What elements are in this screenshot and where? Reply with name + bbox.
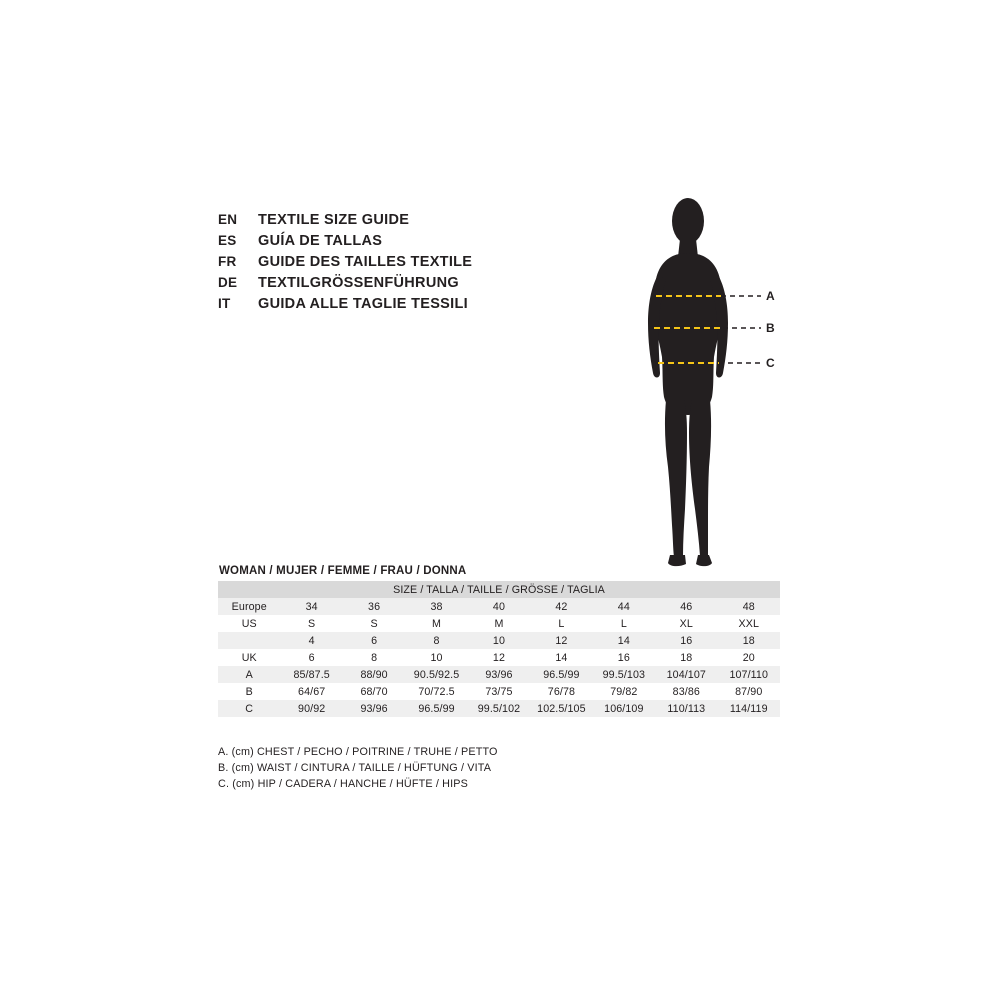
- table-cell: 93/96: [485, 668, 513, 681]
- table-row: [218, 598, 780, 615]
- language-code: EN: [218, 212, 238, 227]
- table-cell: 64/67: [298, 685, 326, 698]
- table-cell: 12: [555, 634, 568, 647]
- language-title: GUÍA DE TALLAS: [258, 233, 383, 249]
- language-code: DE: [218, 275, 238, 290]
- table-cell: L: [558, 617, 565, 630]
- table-cell: S: [308, 617, 316, 630]
- table-cell: 96.5/99: [543, 668, 580, 681]
- language-row-fr: [218, 254, 638, 275]
- table-row: [218, 615, 780, 632]
- table-cell: 10: [430, 651, 443, 664]
- row-label: Europe: [231, 600, 267, 613]
- table-cell: 73/75: [485, 685, 513, 698]
- table-cell: 6: [371, 634, 378, 647]
- table-cell: 99.5/102: [477, 702, 521, 715]
- table-cell: 42: [555, 600, 568, 613]
- size-table-area: [218, 565, 780, 717]
- table-cell: 85/87.5: [293, 668, 330, 681]
- table-row: [218, 649, 780, 666]
- language-row-it: [218, 296, 638, 317]
- table-cell: 14: [555, 651, 568, 664]
- row-label: B: [245, 685, 253, 698]
- table-row: [218, 700, 780, 717]
- language-row-en: [218, 212, 638, 233]
- table-cell: 79/82: [610, 685, 638, 698]
- body-silhouette: [648, 198, 728, 566]
- measure-label-c: C: [766, 356, 775, 370]
- language-title: GUIDA ALLE TAGLIE TESSILI: [258, 296, 468, 312]
- table-cell: 70/72.5: [418, 685, 455, 698]
- table-header-row: [218, 581, 780, 598]
- table-cell: 110/113: [667, 702, 706, 715]
- table-cell: 93/96: [360, 702, 388, 715]
- legend-line-b: B. (cm) WAIST / CINTURA / TAILLE / HÜFTUNG / VITA: [218, 762, 492, 774]
- language-code: ES: [218, 233, 237, 248]
- table-header-label: SIZE / TALLA / TAILLE / GRÖSSE / TAGLIA: [393, 583, 605, 596]
- table-cell: M: [432, 617, 442, 630]
- table-cell: 88/90: [360, 668, 388, 681]
- language-title: TEXTILE SIZE GUIDE: [258, 212, 410, 228]
- table-cell: 102.5/105: [537, 702, 586, 715]
- table-cell: 14: [617, 634, 630, 647]
- table-cell: 90.5/92.5: [413, 668, 460, 681]
- table-cell: 46: [680, 600, 693, 613]
- language-code: IT: [218, 296, 231, 311]
- table-cell: 20: [742, 651, 755, 664]
- table-row: [218, 632, 780, 649]
- table-cell: S: [370, 617, 378, 630]
- table-cell: 76/78: [547, 685, 576, 698]
- table-cell: 8: [433, 634, 440, 647]
- language-row-es: [218, 233, 638, 254]
- table-cell: 34: [305, 600, 318, 613]
- size-table: [218, 581, 780, 717]
- row-label: A: [245, 668, 253, 681]
- language-title: TEXTILGRÖSSENFÜHRUNG: [258, 275, 459, 291]
- table-row: [218, 666, 780, 683]
- table-cell: 87/90: [735, 685, 763, 698]
- language-titles: [218, 212, 638, 317]
- table-row: [218, 683, 780, 700]
- language-row-de: [218, 275, 638, 296]
- language-code: FR: [218, 254, 237, 269]
- measurement-legend: [218, 744, 718, 792]
- table-cell: M: [494, 617, 504, 630]
- measure-label-a: A: [766, 289, 775, 303]
- table-cell: 96.5/99: [418, 702, 455, 715]
- row-label: US: [241, 617, 257, 630]
- table-cell: L: [620, 617, 627, 630]
- table-cell: 104/107: [666, 668, 706, 681]
- table-cell: 6: [308, 651, 315, 664]
- table-cell: 107/110: [729, 668, 769, 681]
- table-cell: 8: [371, 651, 378, 664]
- female-silhouette-figure: [620, 195, 820, 585]
- table-cell: 44: [617, 600, 630, 613]
- table-cell: 18: [680, 651, 693, 664]
- table-cell: 36: [368, 600, 381, 613]
- row-label: UK: [241, 651, 257, 664]
- table-cell: XXL: [738, 617, 759, 630]
- table-cell: XL: [679, 617, 693, 630]
- measure-label-b: B: [766, 321, 775, 335]
- table-cell: 99.5/103: [602, 668, 646, 681]
- table-cell: 12: [492, 651, 506, 664]
- table-cell: 106/109: [604, 702, 644, 715]
- legend-line-c: C. (cm) HIP / CADERA / HANCHE / HÜFTE / HIPS: [218, 778, 468, 790]
- table-cell: 114/119: [729, 702, 768, 715]
- table-cell: 40: [492, 600, 506, 613]
- table-cell: 16: [617, 651, 630, 664]
- table-cell: 10: [492, 634, 506, 647]
- table-cell: 68/70: [360, 685, 388, 698]
- table-cell: 4: [308, 634, 315, 647]
- table-cell: 18: [742, 634, 755, 647]
- table-group-label: WOMAN / MUJER / FEMME / FRAU / DONNA: [219, 565, 467, 577]
- legend-line-a: A. (cm) CHEST / PECHO / POITRINE / TRUHE / PETTO: [218, 746, 498, 758]
- row-label: C: [245, 702, 254, 715]
- table-cell: 48: [742, 600, 755, 613]
- table-cell: 38: [430, 600, 443, 613]
- language-title: GUIDE DES TAILLES TEXTILE: [258, 254, 473, 270]
- table-cell: 90/92: [298, 702, 326, 715]
- row-label: [218, 632, 280, 649]
- table-cell: 16: [680, 634, 693, 647]
- table-cell: 83/86: [672, 685, 700, 698]
